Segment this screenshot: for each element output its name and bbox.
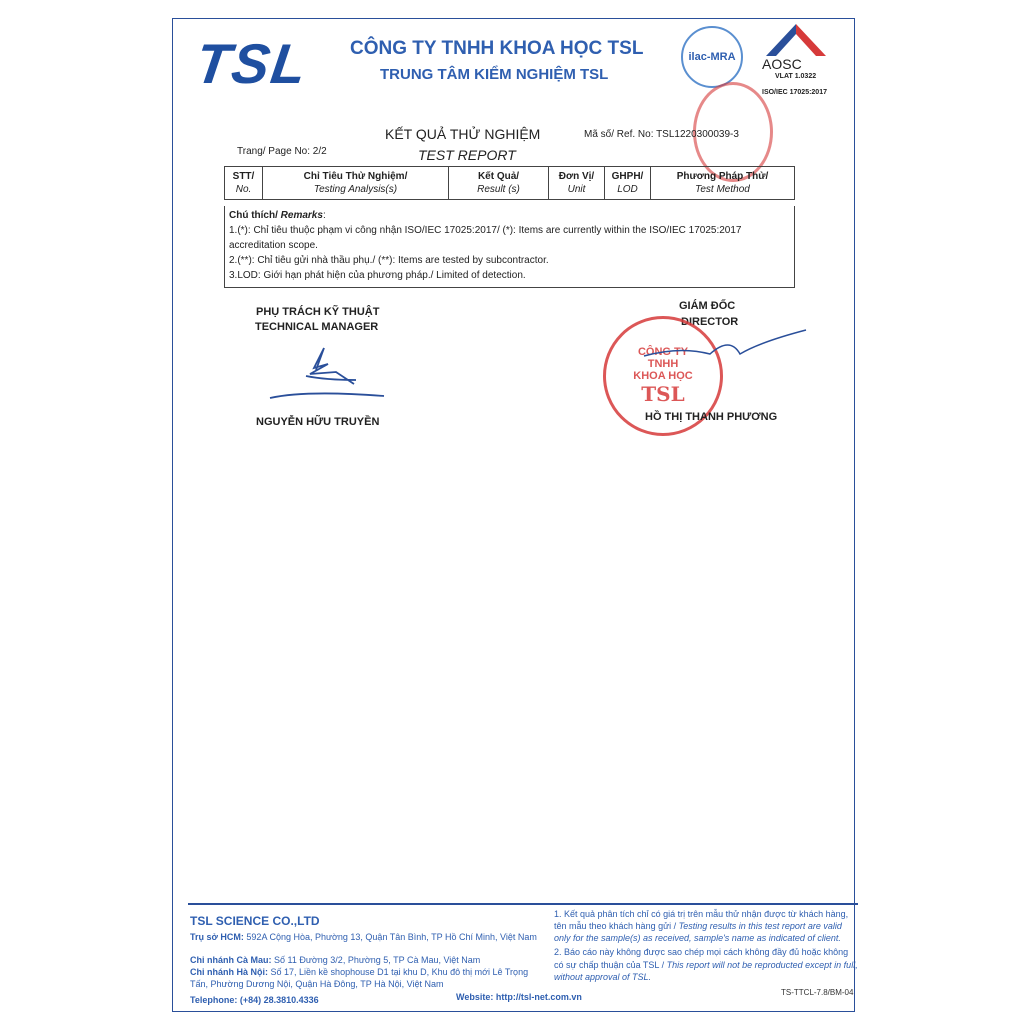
- footer-telephone: Telephone: (+84) 28.3810.4336: [190, 995, 319, 1005]
- footer-note-1: 1. Kết quả phân tích chỉ có giá trị trên mẫu thử nhận được từ khách hàng, tên mẫu theo khách hàng gửi / Testing results in this test report are valid only for the sample(s) as received, sample's name as indicated of client.: [554, 909, 849, 944]
- center-name: TRUNG TÂM KIỂM NGHIỆM TSL: [380, 66, 609, 83]
- header-unit: Đơn Vị/ Unit: [549, 167, 605, 200]
- page-number: Trang/ Page No: 2/2: [237, 146, 327, 157]
- aosc-label: AOSC: [762, 56, 802, 72]
- reference-number: Mã số/ Ref. No: TSL1220300039-3: [584, 129, 739, 140]
- footer-camau: Chi nhánh Cà Mau: Số 11 Đường 3/2, Phường 5, TP Cà Mau, Việt Nam: [190, 955, 481, 965]
- director-en: DIRECTOR: [681, 316, 739, 328]
- remarks-title-en: Remarks: [280, 210, 323, 221]
- stamp-line-1: CÔNG TY: [637, 346, 689, 358]
- remark-1: 1.(*): Chỉ tiêu thuộc phạm vi công nhận ISO/IEC 17025:2017/ (*): Items are currently within the ISO/IEC 17025:2017: [229, 225, 742, 236]
- form-code: TS-TTCL-7.8/BM-04: [781, 988, 854, 997]
- footer-company: TSL SCIENCE CO.,LTD: [190, 914, 320, 928]
- result-table: [224, 166, 795, 200]
- remark-3: 3.LOD: Giới hạn phát hiện của phương pháp./ Limited of detection.: [229, 270, 526, 281]
- vlat-label: VLAT 1.0322: [775, 73, 817, 80]
- technical-manager-en: TECHNICAL MANAGER: [255, 321, 379, 333]
- technical-manager-name: NGUYỄN HỮU TRUYỀN: [256, 416, 380, 428]
- remark-1b: accreditation scope.: [229, 240, 318, 251]
- footer-divider: [188, 903, 858, 905]
- footer-website: Website: http://tsl-net.com.vn: [456, 992, 582, 1002]
- footer-hq: Trụ sở HCM: 592A Cộng Hòa, Phường 13, Quận Tân Bình, TP Hồ Chí Minh, Việt Nam: [190, 932, 537, 942]
- director-name: HỒ THỊ THANH PHƯƠNG: [645, 411, 778, 423]
- company-name: CÔNG TY TNHH KHOA HỌC TSL: [350, 38, 644, 59]
- director-signature-icon: [637, 326, 810, 376]
- tsl-logo: TSL: [191, 32, 313, 95]
- aosc-logo-icon: [760, 22, 832, 58]
- footer-note-2: 2. Báo cáo này không được sao chép mọi cách không đầy đủ hoặc không có sự chấp thuận của TSL / This report will not be reproducted except in full, without approval of TSL.: [554, 947, 858, 982]
- report-title-en: TEST REPORT: [418, 147, 516, 163]
- header-lod: GHPH/ LOD: [605, 167, 651, 200]
- footer-notes: [554, 908, 859, 985]
- stamp-line-2: TNHH: [647, 358, 679, 370]
- header-result: Kết Quả/ Result (s): [449, 167, 549, 200]
- footer-hanoi: Chi nhánh Hà Nội: Số 17, Liền kề shophouse D1 tại khu D, Khu đô thị mới Lê Trọng Tấn, Phường Dương Nội, Quận Hà Đông, TP Hà Nội, Việt Nam: [190, 967, 529, 990]
- stamp-line-3: KHOA HỌC: [633, 370, 693, 382]
- table-header-row: [225, 167, 795, 200]
- header-method: Phương Pháp Thử/ Test Method: [651, 167, 795, 200]
- remark-2: 2.(**): Chỉ tiêu gửi nhà thầu phụ./ (**): Items are tested by subcontractor.: [229, 255, 549, 266]
- iso-badge: ISO/IEC 17025:2017: [762, 89, 827, 96]
- director-vi: GIÁM ĐỐC: [679, 300, 736, 312]
- ilac-mra-logo: [681, 26, 743, 88]
- technical-manager-vi: PHỤ TRÁCH KỸ THUẬT: [256, 306, 380, 318]
- report-title-vi: KẾT QUẢ THỬ NGHIỆM: [385, 126, 541, 142]
- header-no: STT/ No.: [225, 167, 263, 200]
- remarks-box: Chú thích/ Remarks: 1.(*): Chỉ tiêu thuộc phạm vi công nhận ISO/IEC 17025:2017/ (*): Items are currently within the ISO/IEC 17025:2017 accreditation scope. 2.(**): Chỉ tiêu gửi nhà thầu phụ./ (**): Items are tested by subcontractor. 3.LOD: Giới hạn phát hiện của phương pháp./ Limited of detection.: [224, 206, 795, 288]
- ilac-label: ilac-MRA: [688, 51, 736, 63]
- stamp-line-4: TSL: [641, 382, 685, 406]
- remarks-title-vi: Chú thích/: [229, 210, 278, 221]
- technical-manager-signature-icon: [266, 340, 390, 406]
- header-analysis: Chỉ Tiêu Thử Nghiệm/ Testing Analysis(s): [263, 167, 449, 200]
